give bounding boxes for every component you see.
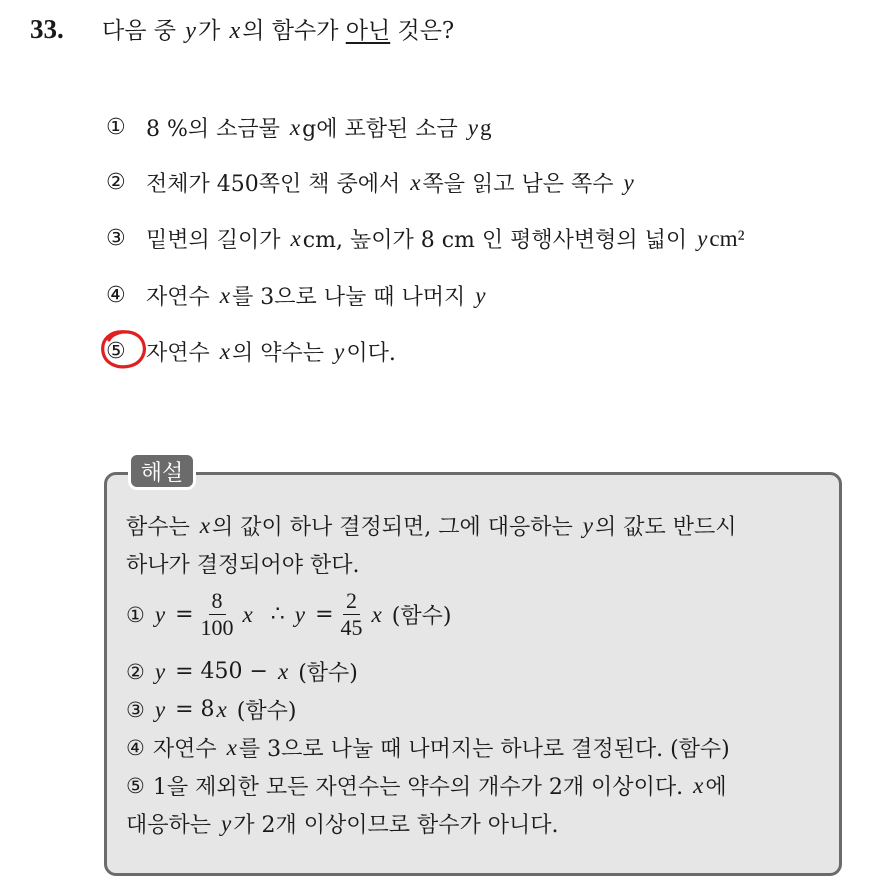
option-4[interactable]: ④ 자연수 x 를 3으로 나눌 때 나머지 y [106,282,486,310]
question-number: 33. [30,14,64,44]
option-2[interactable]: ② 전체가 450쪽인 책 중에서 x 쪽을 읽고 남은 쪽수 y [106,169,634,197]
explanation-line-5: ⑤ 1을 제외한 모든 자연수는 약수의 개수가 2개 이상이다. x 에 [126,772,727,800]
therefore-symbol: ∴ [270,602,285,627]
option-3-marker: ③ [106,226,126,251]
option-5-marker: ⑤ [106,339,126,364]
question-text: 다음 중 y가 x의 함수가 아닌 것은? [102,17,455,44]
question-header [30,12,454,45]
explanation-line-2: 하나가 결정되어야 한다. [126,553,360,578]
explanation-line-6: 대응하는 y 가 2개 이상이므로 함수가 아니다. [126,810,559,838]
option-4-marker: ④ [106,283,126,308]
explanation-eq-1: ① y = $\frac{8}{100}$ x ∴ y = $\frac{2}{45}$ x (함수) [126,588,452,640]
underlined-word: 아닌 [345,18,391,44]
option-3[interactable]: ③ 밑변의 길이가 x cm, 높이가 8 cm 인 평행사변형의 넓이 y cm² [106,225,745,253]
var-y: y [185,17,196,44]
fraction-8-100: $\frac{8}{100}$ [200,588,234,640]
option-1-marker: ① [106,115,126,140]
option-2-marker: ② [106,170,126,195]
explanation-line-4: ④ 자연수 x 를 3으로 나눌 때 나머지는 하나로 결정된다. (함수) [126,734,730,762]
explanation-eq-2: ② y = 450 − x (함수) [126,658,358,686]
fraction-2-45: $\frac{2}{45}$ [340,588,363,640]
explanation-tag: 해설 [128,452,196,490]
explanation-line-1: 함수는 x 의 값이 하나 결정되면, 그에 대응하는 y 의 값도 반드시 [126,512,737,540]
explanation-eq-3: ③ y = 8 x (함수) [126,696,297,724]
answer-circle-icon [98,326,150,372]
option-5[interactable]: ⑤ 자연수 x 의 약수는 y 이다. [106,338,396,366]
var-x: x [229,17,241,44]
option-1[interactable]: ① 8 %의 소금물 x g에 포함된 소금 y g [106,114,492,142]
